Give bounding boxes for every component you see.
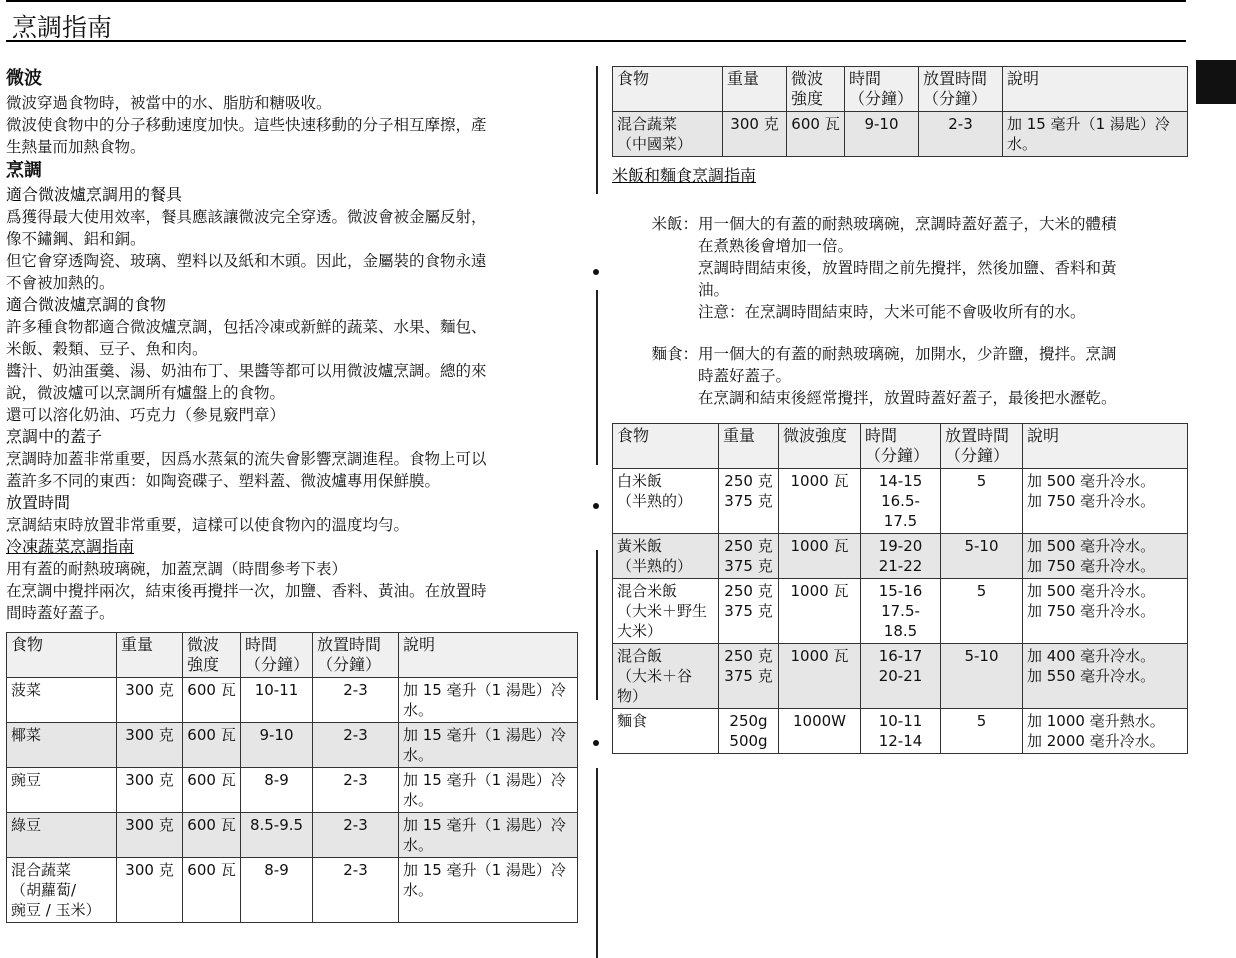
cell-stand: 5-10 [941,644,1023,709]
cell-food: 混合米飯 （大米＋野生 大米） [613,579,719,644]
table-row [7,768,578,813]
cell-time: 8-9 [241,858,313,923]
cell-weight: 250 克 375 克 [719,579,779,644]
cell-time: 9-10 [241,723,313,768]
table-header-row [7,633,578,678]
cookware-paragraph: 不會被加熱的。 [6,274,115,292]
cell-weight: 250 克 375 克 [719,469,779,534]
cell-notes: 加 15 毫升（1 湯匙）冷 水。 [399,768,578,813]
table-header-row [613,67,1188,112]
cell-weight: 300 克 [723,112,787,157]
table-row [613,112,1188,157]
table-row [613,469,1188,534]
cell-food: 椰菜 [7,723,117,768]
col-time: 時間 （分鐘） [845,67,919,112]
cell-power: 600 瓦 [183,768,241,813]
pasta-instructions [612,343,1190,409]
cell-food: 混合蔬菜 （中國菜） [613,112,723,157]
cell-power: 600 瓦 [183,723,241,768]
cookware-heading: 適合微波爐烹調用的餐具 [6,185,183,204]
food-paragraph: 說，微波爐可以烹調所有爐盤上的食物。 [6,384,286,402]
col-notes: 說明 [1003,67,1188,112]
table-row [613,534,1188,579]
col-food: 食物 [613,67,723,112]
cell-time: 15-16 17.5-18.5 [861,579,941,644]
cell-time: 9-10 [845,112,919,157]
cell-weight: 250g 500g [719,709,779,754]
column-divider [596,66,598,194]
cell-stand: 5 [941,579,1023,644]
cell-food: 混合飯 （大米＋谷 物） [613,644,719,709]
cell-stand: 2-3 [313,723,399,768]
standing-paragraph: 烹調結束時放置非常重要，這樣可以使食物內的溫度均勻。 [6,516,410,534]
cell-stand: 5 [941,469,1023,534]
col-power: 微波強度 [779,424,861,469]
rice-line: 用一個大的有蓋的耐熱玻璃碗，烹調時蓋好蓋子，大米的體積 [698,215,1117,233]
cell-power: 600 瓦 [183,858,241,923]
frozen-veg-table [6,632,578,923]
column-divider [596,768,598,958]
cell-food: 麵食 [613,709,719,754]
cell-weight: 250 克 375 克 [719,534,779,579]
table-row [613,644,1188,709]
section-tab-marker [1196,60,1236,104]
cell-food: 黃米飯 （半熟的） [613,534,719,579]
table-row [613,579,1188,644]
cookware-paragraph: 爲獲得最大使用效率，餐具應該讓微波完全穿透。微波會被金屬反射， [6,208,487,226]
cell-notes: 加 500 毫升冷水。 加 750 毫升冷水。 [1023,534,1188,579]
cell-weight: 300 克 [117,678,183,723]
cell-time: 14-15 16.5-17.5 [861,469,941,534]
col-food: 食物 [7,633,117,678]
cell-weight: 250 克 375 克 [719,644,779,709]
col-time: 時間 （分鐘） [241,633,313,678]
cell-notes: 加 15 毫升（1 湯匙）冷 水。 [399,858,578,923]
table-row [7,813,578,858]
cell-food: 混合蔬菜 （胡蘿蔔/ 豌豆 / 玉米） [7,858,117,923]
cell-notes: 加 400 毫升冷水。 加 550 毫升冷水。 [1023,644,1188,709]
food-heading: 適合微波爐烹調的食物 [6,295,167,314]
food-paragraph: 米飯、穀類、豆子、魚和肉。 [6,340,208,358]
cell-weight: 300 克 [117,858,183,923]
lid-heading: 烹調中的蓋子 [6,427,103,446]
frozen-paragraph: 間時蓋好蓋子。 [6,604,115,622]
cell-power: 600 瓦 [183,678,241,723]
food-paragraph: 還可以溶化奶油、巧克力（參見竅門章） [6,406,286,424]
lid-paragraph: 烹調時加蓋非常重要，因爲水蒸氣的流失會影響烹調進程。食物上可以 [6,450,487,468]
cell-power: 1000 瓦 [779,579,861,644]
cell-power: 1000W [779,709,861,754]
table-row [7,858,578,923]
cell-notes: 加 1000 毫升熱水。 加 2000 毫升冷水。 [1023,709,1188,754]
microwave-paragraph: 微波穿過食物時，被當中的水、脂肪和糖吸收。 [6,94,332,112]
table-row [7,678,578,723]
page-title: 烹調指南 [12,13,113,42]
cell-stand: 2-3 [313,813,399,858]
cell-stand: 5-10 [941,534,1023,579]
col-power: 微波 強度 [787,67,845,112]
cell-power: 600 瓦 [787,112,845,157]
food-paragraph: 許多種食物都適合微波爐烹調，包括冷凍或新鮮的蔬菜、水果、麵包、 [6,318,487,336]
rice-note: 注意：在烹調時間結束時，大米可能不會吸收所有的水。 [698,303,1086,321]
table-row [613,709,1188,754]
cell-notes: 加 15 毫升（1 湯匙）冷 水。 [399,723,578,768]
chinese-veg-table [612,66,1188,157]
cell-power: 1000 瓦 [779,469,861,534]
rice-label: 米飯： [651,215,698,233]
margin-dot [593,503,599,509]
col-time: 時間 （分鐘） [861,424,941,469]
margin-dot [593,740,599,746]
cell-notes: 加 15 毫升（1 湯匙）冷 水。 [399,813,578,858]
col-stand: 放置時間 （分鐘） [313,633,399,678]
cell-time: 8-9 [241,768,313,813]
cell-power: 1000 瓦 [779,534,861,579]
cell-stand: 2-3 [313,768,399,813]
col-notes: 說明 [399,633,578,678]
table-header-row [613,424,1188,469]
cell-notes: 加 500 毫升冷水。 加 750 毫升冷水。 [1023,469,1188,534]
microwave-heading: 微波 [6,68,42,89]
food-paragraph: 醬汁、奶油蛋羹、湯、奶油布丁、果醬等都可以用微波爐烹調。總的來 [6,362,487,380]
cell-notes: 加 15 毫升（1 湯匙）冷 水。 [399,678,578,723]
col-weight: 重量 [719,424,779,469]
cell-stand: 2-3 [313,858,399,923]
rice-pasta-heading: 米飯和麵食烹調指南 [612,166,757,185]
microwave-paragraph: 生熱量而加熱食物。 [6,138,146,156]
margin-dot [593,269,599,275]
frozen-veg-heading: 冷凍蔬菜烹調指南 [6,537,135,556]
col-power: 微波 強度 [183,633,241,678]
col-notes: 說明 [1023,424,1188,469]
cell-notes: 加 15 毫升（1 湯匙）冷 水。 [1003,112,1188,157]
pasta-line: 在烹調和結束後經常攪拌，放置時蓋好蓋子，最後把水瀝乾。 [698,389,1117,407]
cooking-heading: 烹調 [6,160,42,181]
cell-food: 菠菜 [7,678,117,723]
standing-heading: 放置時間 [6,493,71,512]
cell-weight: 300 克 [117,723,183,768]
rice-instructions [612,213,1190,323]
cell-power: 1000 瓦 [779,644,861,709]
cell-food: 白米飯 （半熟的） [613,469,719,534]
cell-food: 豌豆 [7,768,117,813]
frozen-paragraph: 在烹調中攪拌兩次，結束後再攪拌一次，加鹽、香料、黃油。在放置時 [6,582,487,600]
table-row [7,723,578,768]
cookware-paragraph: 但它會穿透陶瓷、玻璃、塑料以及紙和木頭。因此，金屬裝的食物永遠 [6,252,487,270]
cell-stand: 5 [941,709,1023,754]
right-column [612,66,1190,754]
title-bar [6,0,1186,42]
col-weight: 重量 [117,633,183,678]
cell-weight: 300 克 [117,768,183,813]
cell-food: 綠豆 [7,813,117,858]
rice-pasta-table [612,423,1188,754]
col-stand: 放置時間 （分鐘） [919,67,1003,112]
rice-line: 烹調時間結束後，放置時間之前先攪拌，然後加鹽、香料和黃 [698,259,1117,277]
col-food: 食物 [613,424,719,469]
column-divider [596,550,598,700]
rice-line: 在煮熟後會增加一倍。 [698,237,854,255]
microwave-paragraph: 微波使食物中的分子移動速度加快。這些快速移動的分子相互摩擦，產 [6,116,487,134]
rice-line: 油。 [698,281,730,299]
column-divider [596,290,598,465]
frozen-paragraph: 用有蓋的耐熱玻璃碗，加蓋烹調（時間參考下表） [6,560,348,578]
lid-paragraph: 蓋許多不同的東西：如陶瓷碟子、塑料蓋、微波爐專用保鮮膜。 [6,472,441,490]
cell-time: 8.5-9.5 [241,813,313,858]
cell-weight: 300 克 [117,813,183,858]
cell-time: 10-11 12-14 [861,709,941,754]
cell-power: 600 瓦 [183,813,241,858]
cell-time: 10-11 [241,678,313,723]
cell-time: 19-20 21-22 [861,534,941,579]
col-weight: 重量 [723,67,787,112]
cookware-paragraph: 像不鏽鋼、鋁和銅。 [6,230,146,248]
cell-notes: 加 500 毫升冷水。 加 750 毫升冷水。 [1023,579,1188,644]
pasta-label: 麵食： [651,345,698,363]
left-column [6,66,578,923]
col-stand: 放置時間 （分鐘） [941,424,1023,469]
pasta-line: 用一個大的有蓋的耐熱玻璃碗，加開水，少許鹽，攪拌。烹調 [698,345,1117,363]
cell-stand: 2-3 [313,678,399,723]
pasta-line: 時蓋好蓋子。 [698,367,792,385]
cell-stand: 2-3 [919,112,1003,157]
cell-time: 16-17 20-21 [861,644,941,709]
